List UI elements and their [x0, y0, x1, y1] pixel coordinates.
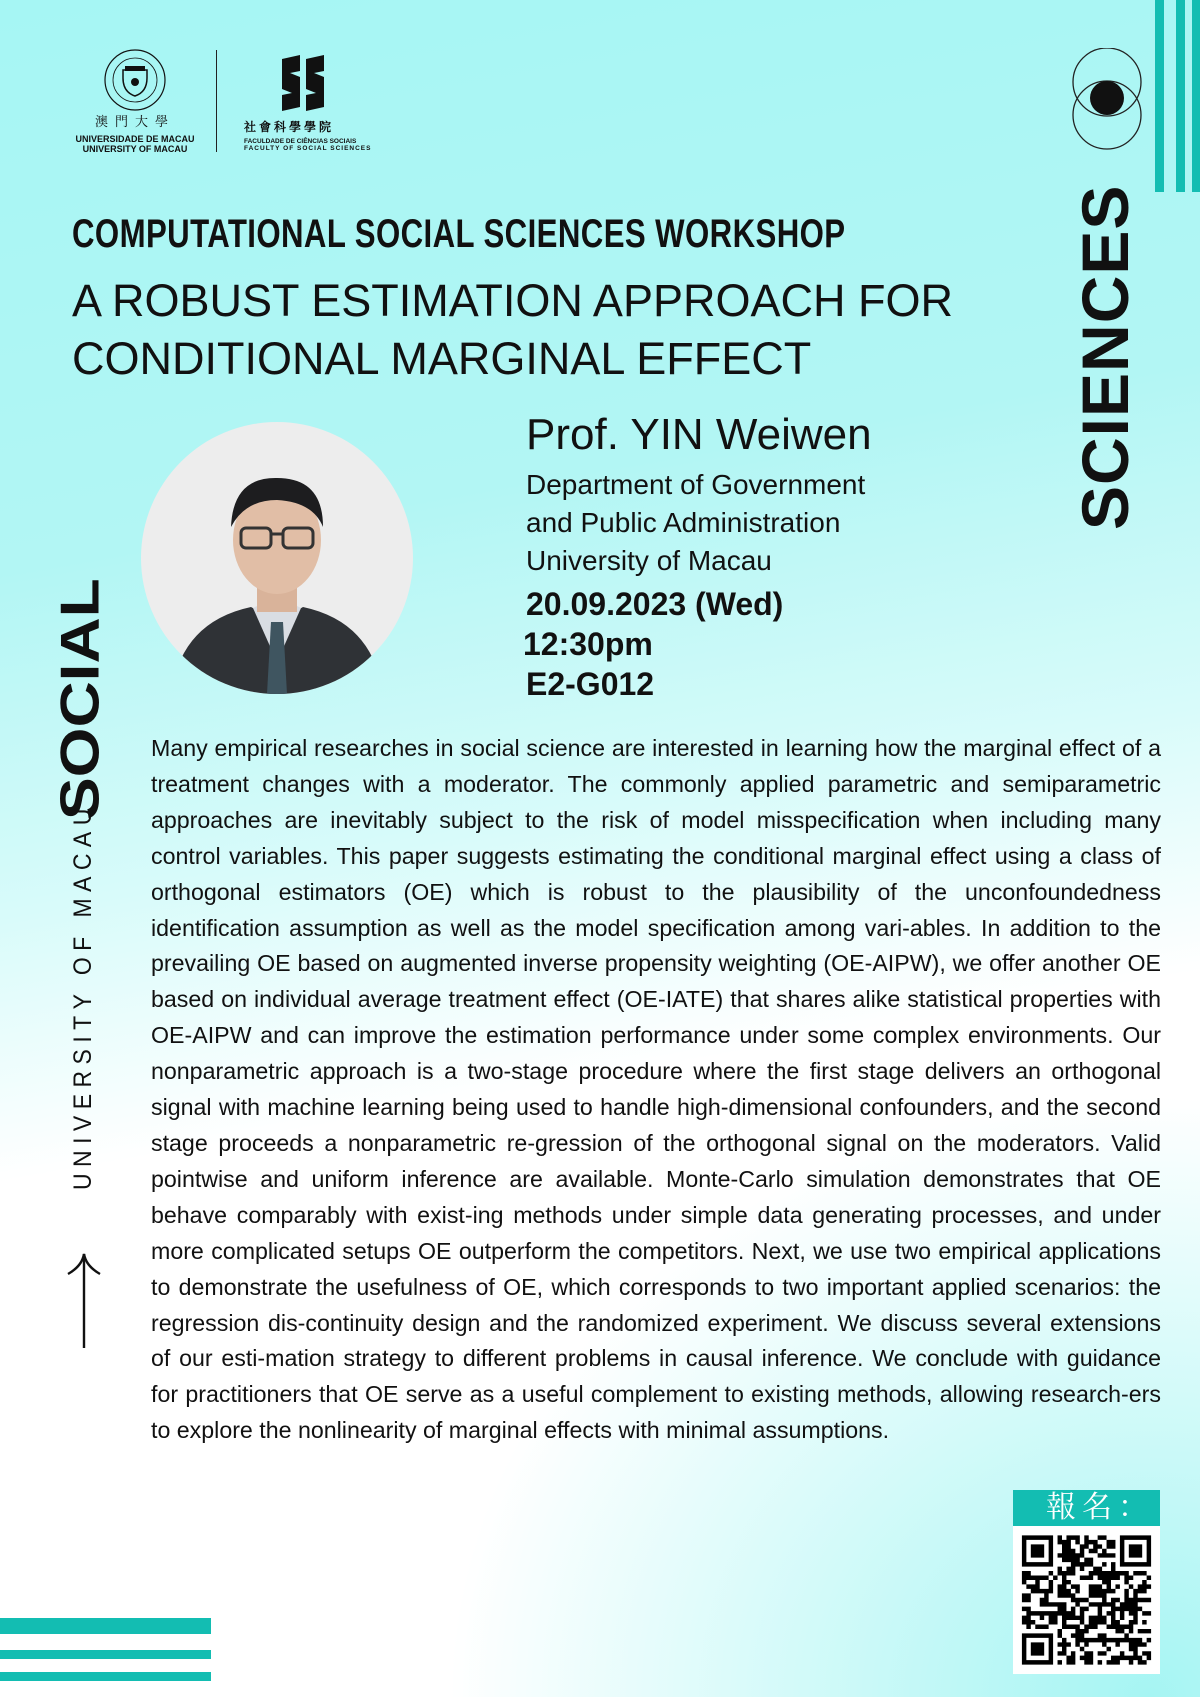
registration-qr-code[interactable] [1013, 1526, 1160, 1674]
abstract: Many empirical researches in social science are interested in learning how the marginal effect of a treatment changes with a moderator. The commonly applied parametric and semiparametric approaches are inevitably subject to the risk of model misspecification when including many control variables. This paper suggests estimating the conditional marginal effect using a class of orthogonal estimators (OE) which is robust to the plausibility of the unconfoundedness identification assumption as well as the model specification among vari-ables. In addition to the prevailing OE based on augmented inverse propensity weighting (OE-AIPW), we offer another OE based on individual average treatment effect (OE-IATE) that shares alike statistical properties with OE-AIPW and can improve the estimation performance under some complex environments. Our nonparametric approach is a two-stage procedure where the first stage delivers an orthogonal signal with machine learning being used to handle high-dimensional confounders, and the second stage proceeds a nonparametric re-gression of the orthogonal signal on the moderators. Valid pointwise and uniform inference are available. Monte-Carlo simulation demonstrates that OE behave comparably with exist-ing methods under simple data generating processes, and under more complicated setups OE outperform the competitors. Next, we use two empirical applications to demonstrate the usefulness of OE, which corresponds to two important applied scenarios: the regression dis-continuity design and the randomized experiment. We discuss several extensions of our esti-mation strategy to different problems in causal inference. We conclude with guidance for practitioners that OE serve as a useful complement to existing methods, allowing research-ers to explore the nonlinearity of marginal effects with minimal assumptions. [151, 735, 1161, 1444]
affiliation-line: University of Macau [526, 545, 772, 576]
decor-stripe [0, 1618, 211, 1634]
eye-icon [1070, 48, 1144, 154]
um-portuguese-name: UNIVERSIDADE DE MACAU [75, 133, 195, 144]
fss-chinese-name: 社會科學學院 [244, 120, 335, 134]
logo-divider [216, 50, 217, 152]
workshop-series: COMPUTATIONAL SOCIAL SCIENCES WORKSHOP [72, 212, 846, 256]
fss-portuguese-name: FACULDADE DE CIÊNCIAS SOCIAIS [244, 137, 357, 145]
event-date: 20.09.2023 (Wed) [526, 586, 784, 622]
arrow-up-icon [66, 1252, 102, 1350]
fss-english-name: FACULTY OF SOCIAL SCIENCES [244, 145, 372, 153]
registration-label: 報名： [1013, 1490, 1160, 1526]
decor-sciences: SCIENCES [1068, 184, 1142, 530]
qr-code-icon [1013, 1526, 1160, 1674]
speaker-name: Prof. YIN Weiwen [526, 410, 872, 459]
talk-title-line-2: CONDITIONAL MARGINAL EFFECT [72, 333, 812, 384]
decor-stripe [1176, 0, 1185, 192]
um-english-name: UNIVERSITY OF MACAU [82, 144, 188, 155]
decor-social: SOCIAL [49, 578, 111, 820]
speaker-portrait-icon [141, 422, 413, 694]
event-details [523, 584, 784, 704]
decor-stripe [0, 1650, 211, 1659]
fss-ss-icon [282, 55, 326, 111]
speaker-affiliation [526, 466, 865, 580]
talk-title-line-1: A ROBUST ESTIMATION APPROACH FOR [72, 275, 953, 326]
event-time: 12:30pm [523, 626, 653, 662]
decor-university-of-macau: UNIVERSITY OF MACAU [69, 802, 97, 1190]
um-seal-icon [103, 48, 167, 114]
talk-title [72, 272, 953, 388]
decor-stripe [1192, 0, 1200, 192]
fss-logo [244, 55, 372, 153]
decor-stripe [1155, 0, 1164, 192]
decor-stripe [0, 1672, 211, 1681]
um-logo [70, 48, 200, 155]
affiliation-line: and Public Administration [526, 507, 841, 538]
affiliation-line: Department of Government [526, 469, 866, 500]
um-chinese-name: 澳門大學 [94, 115, 175, 130]
event-venue: E2-G012 [526, 666, 655, 702]
speaker-photo [141, 422, 413, 694]
qr-modules [1022, 1535, 1151, 1664]
